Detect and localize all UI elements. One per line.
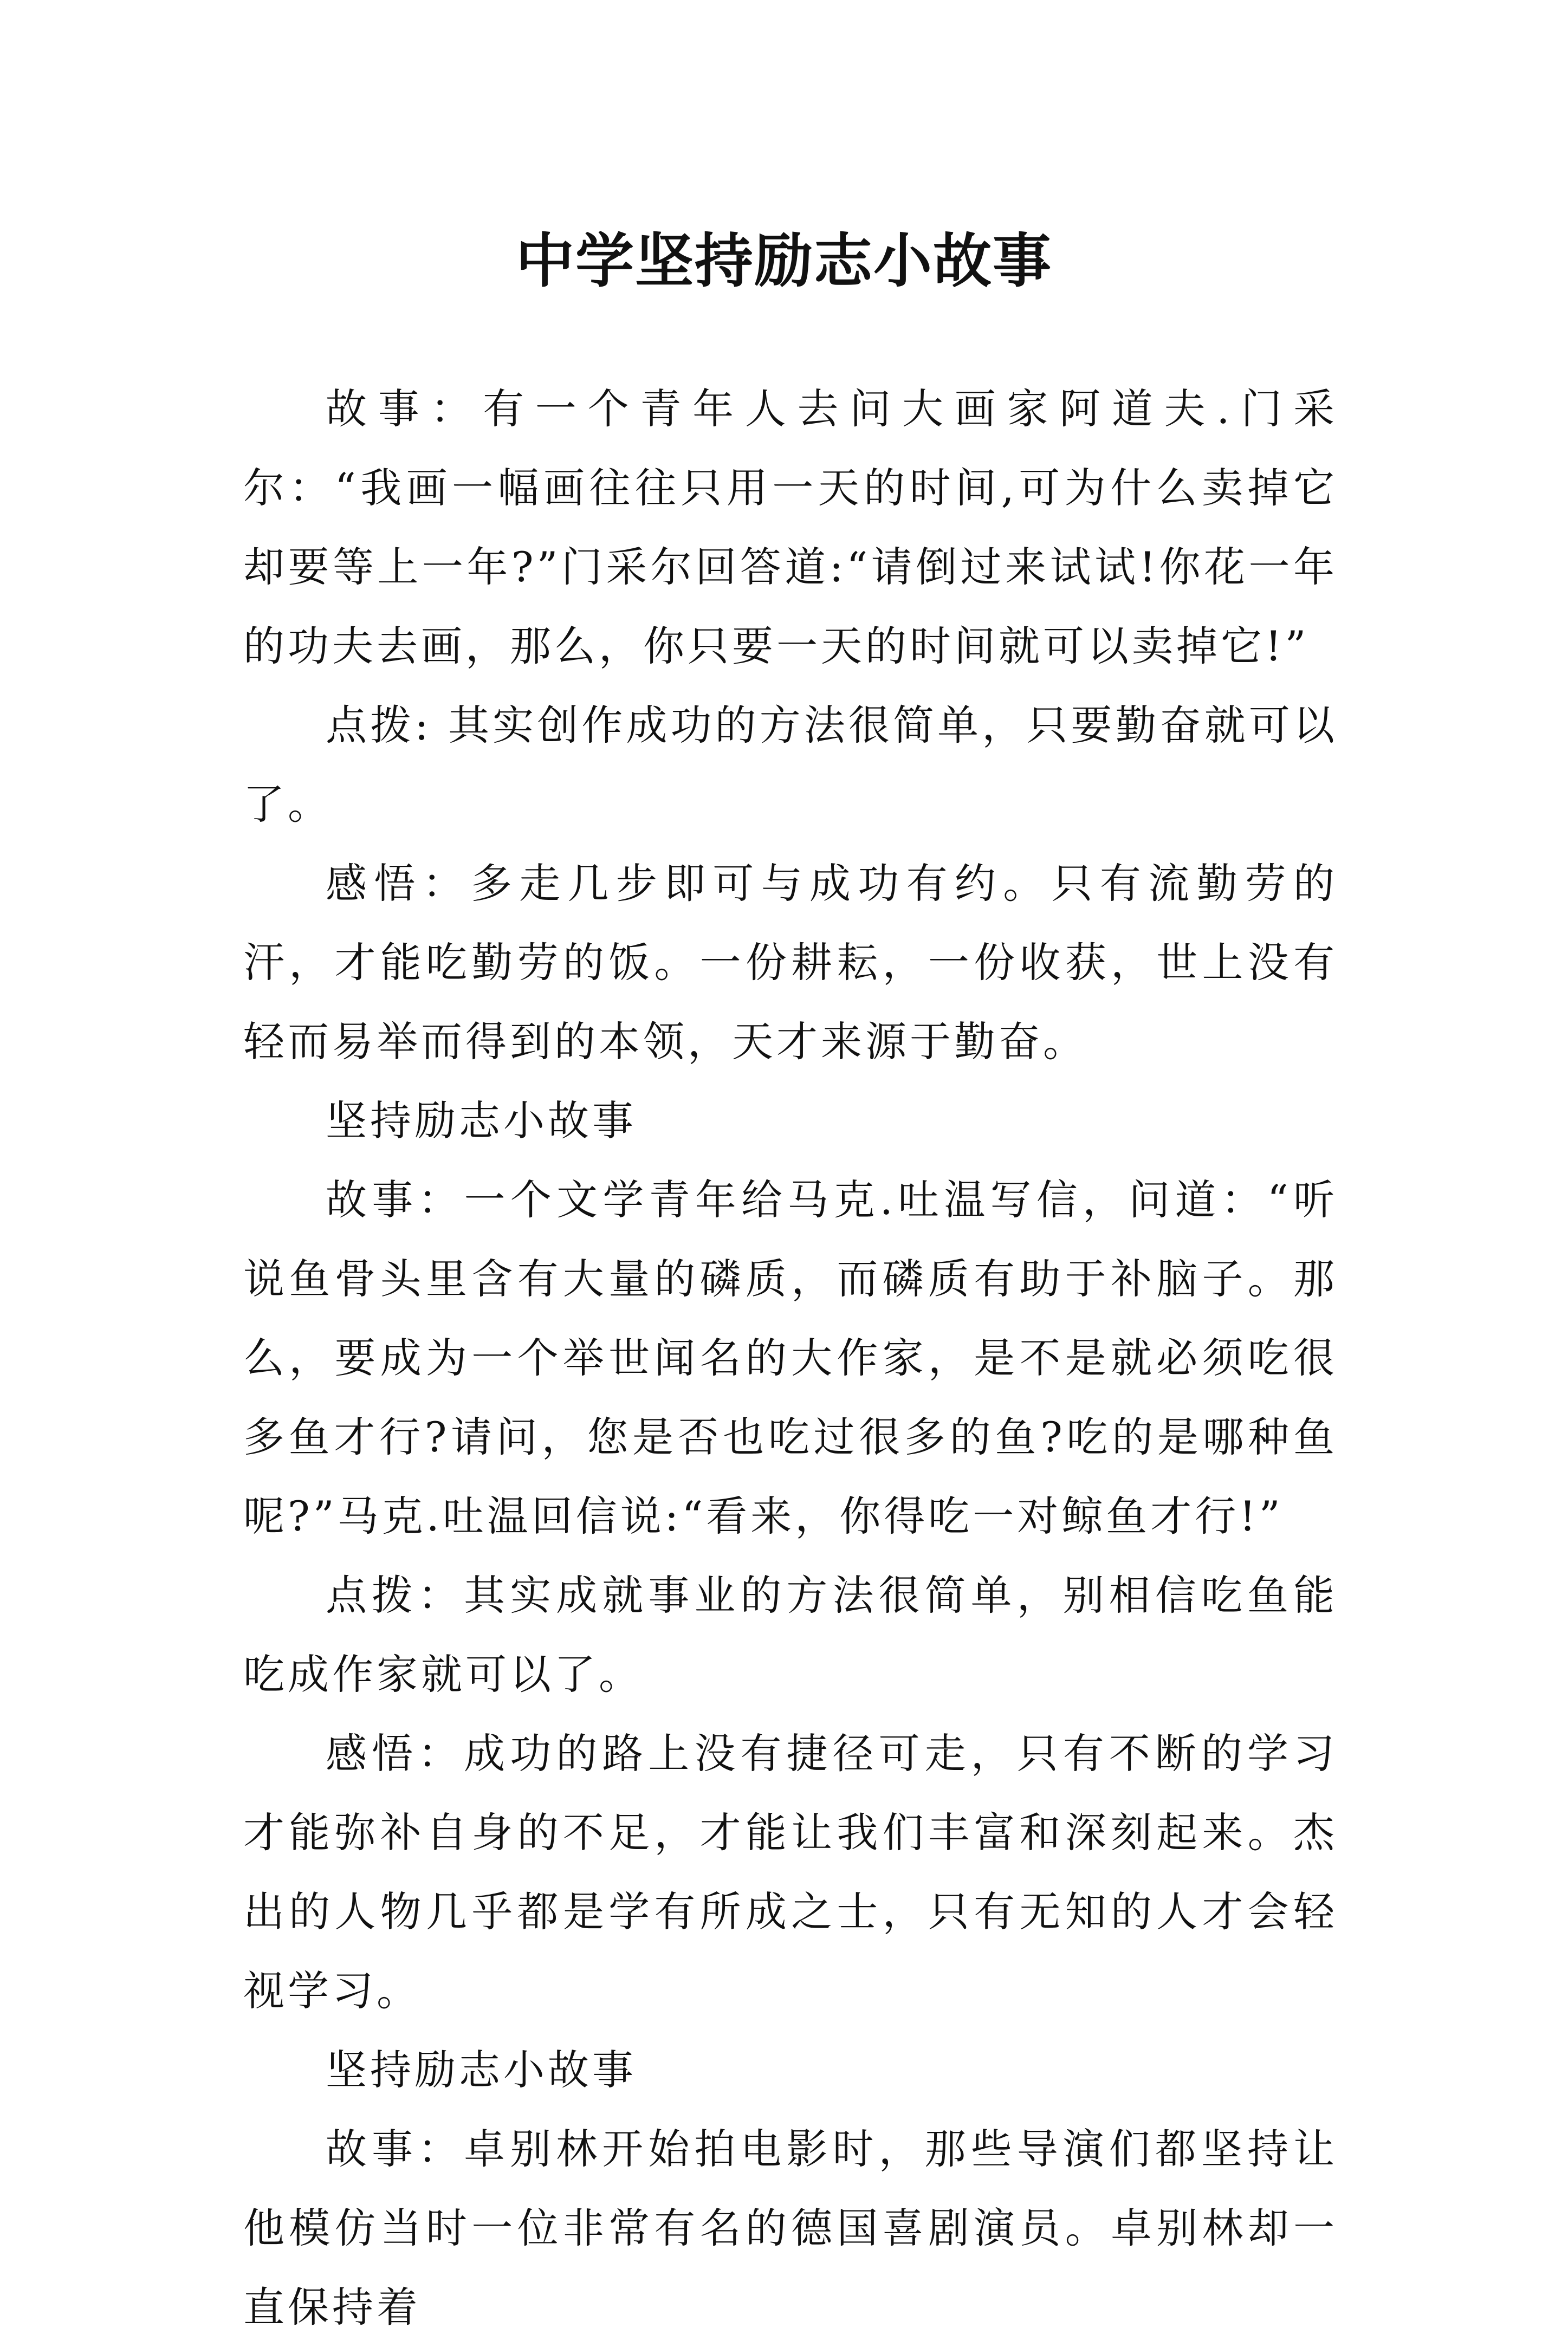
insight-paragraph: 点拨: 其实创作成功的方法很简单，只要勤奋就可以了。: [243, 701, 1338, 828]
section-heading: 坚持励志小故事: [326, 2046, 637, 2094]
reflection-paragraph: 感悟：成功的路上没有捷径可走，只有不断的学习才能弥补自身的不足，才能让我们丰富和深刻起来。杰出的人物几乎都是学有所成之士，只有无知的人才会轻视学习。: [243, 1729, 1338, 2015]
document-title: 中学坚持励志小故事: [515, 227, 1052, 296]
story-paragraph: 故事：有一个青年人去问大画家阿道夫.门采尔：“我画一幅画往往只用一天的时间,可为什么卖掉它却要等上一年?”门采尔回答道:“请倒过来试试!你花一年的功夫去画，那么，你只要一天的时间就可以卖掉它!”: [243, 385, 1338, 670]
story-paragraph: 故事：卓别林开始拍电影时，那些导演们都坚持让他模仿当时一位非常有名的德国喜剧演员。卓别林却一直保持着: [243, 2125, 1338, 2331]
insight-paragraph: 点拨：其实成就事业的方法很简单，别相信吃鱼能吃成作家就可以了。: [243, 1571, 1338, 1698]
section-heading: 坚持励志小故事: [326, 1097, 637, 1145]
reflection-paragraph: 感悟：多走几步即可与成功有约。只有流勤劳的汗，才能吃勤劳的饭。一份耕耘，一份收获，世上没有轻而易举而得到的本领，天才来源于勤奋。: [243, 859, 1338, 1066]
story-paragraph: 故事：一个文学青年给马克.吐温写信，问道：“听说鱼骨头里含有大量的磷质，而磷质有助于补脑子。那么，要成为一个举世闻名的大作家，是不是就必须吃很多鱼才行?请问，您是否也吃过很多的鱼?吃的是哪种鱼呢?”马克.吐温回信说:“看来，你得吃一对鲸鱼才行!”: [243, 1176, 1338, 1540]
document-body: [243, 369, 1338, 2347]
